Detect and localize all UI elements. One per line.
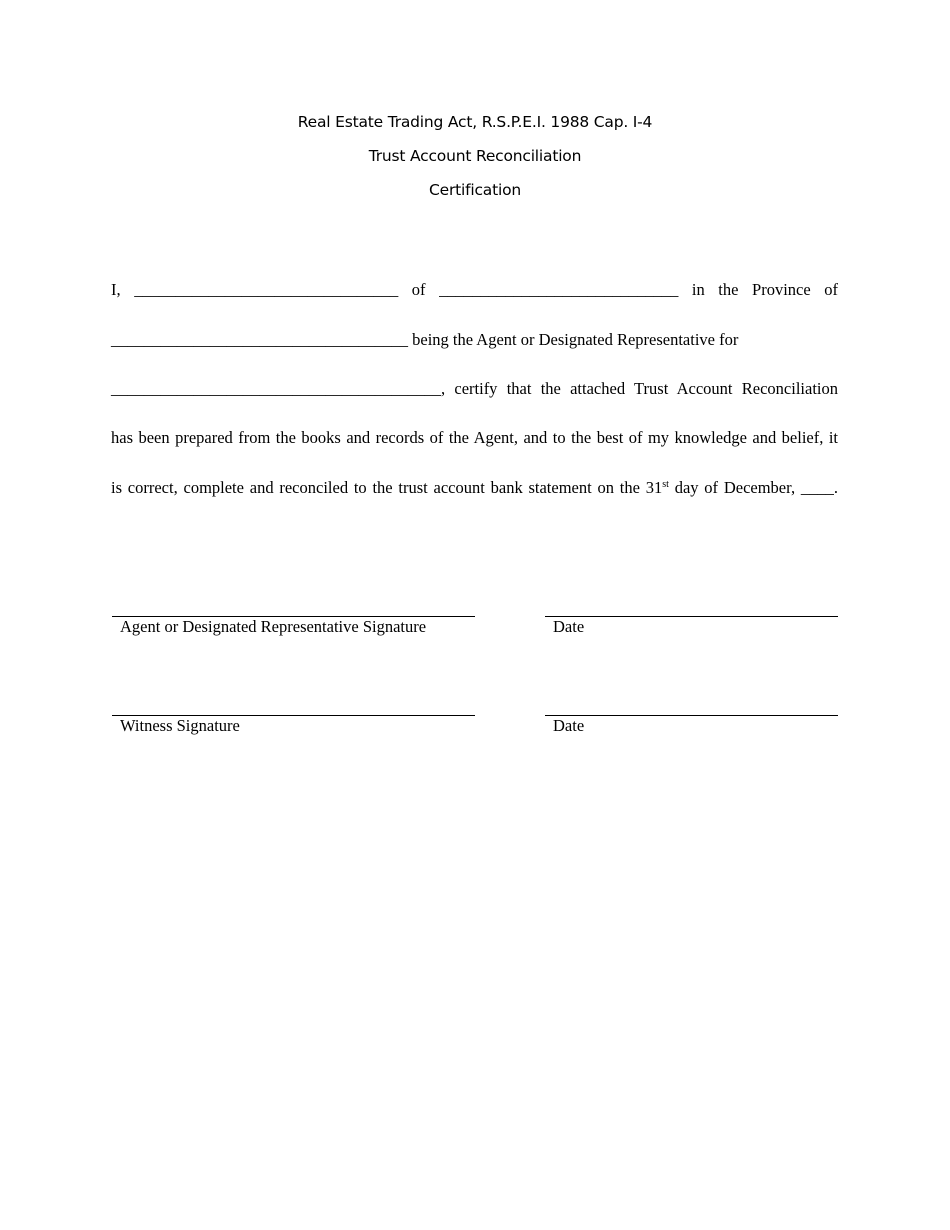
body-line-5-end: day of December, ____. bbox=[668, 478, 838, 497]
body-line-2: ____________________________________ being the Agent or Designated Representative for bbox=[111, 330, 739, 349]
body-line-5-start: is correct, complete and reconciled to the trust account bank statement on the 31 bbox=[111, 478, 663, 497]
agent-date-label: Date bbox=[553, 617, 585, 636]
agent-date-line[interactable] bbox=[545, 616, 838, 617]
witness-date-label: Date bbox=[553, 716, 585, 735]
body-line-3: ________________________________________, certify that the attached Trust Account Reconciliation bbox=[111, 379, 838, 398]
body-line-4: has been prepared from the books and records of the Agent, and to the best of my knowledge and belief, it bbox=[111, 428, 838, 447]
body-line-5 bbox=[111, 478, 838, 498]
act-reference: Real Estate Trading Act, R.S.P.E.I. 1988 Cap. I-4 bbox=[297, 113, 653, 131]
document-header bbox=[0, 108, 950, 210]
document-subtitle: Certification bbox=[429, 181, 521, 199]
witness-date-line[interactable] bbox=[545, 715, 838, 716]
body-line-1: I, ________________________________ of _____________________________ in the Province of bbox=[111, 280, 838, 299]
document-title: Trust Account Reconciliation bbox=[368, 147, 582, 165]
ordinal-suffix: st bbox=[662, 479, 669, 490]
witness-signature-label: Witness Signature bbox=[120, 716, 240, 735]
agent-signature-label: Agent or Designated Representative Signature bbox=[120, 617, 427, 636]
